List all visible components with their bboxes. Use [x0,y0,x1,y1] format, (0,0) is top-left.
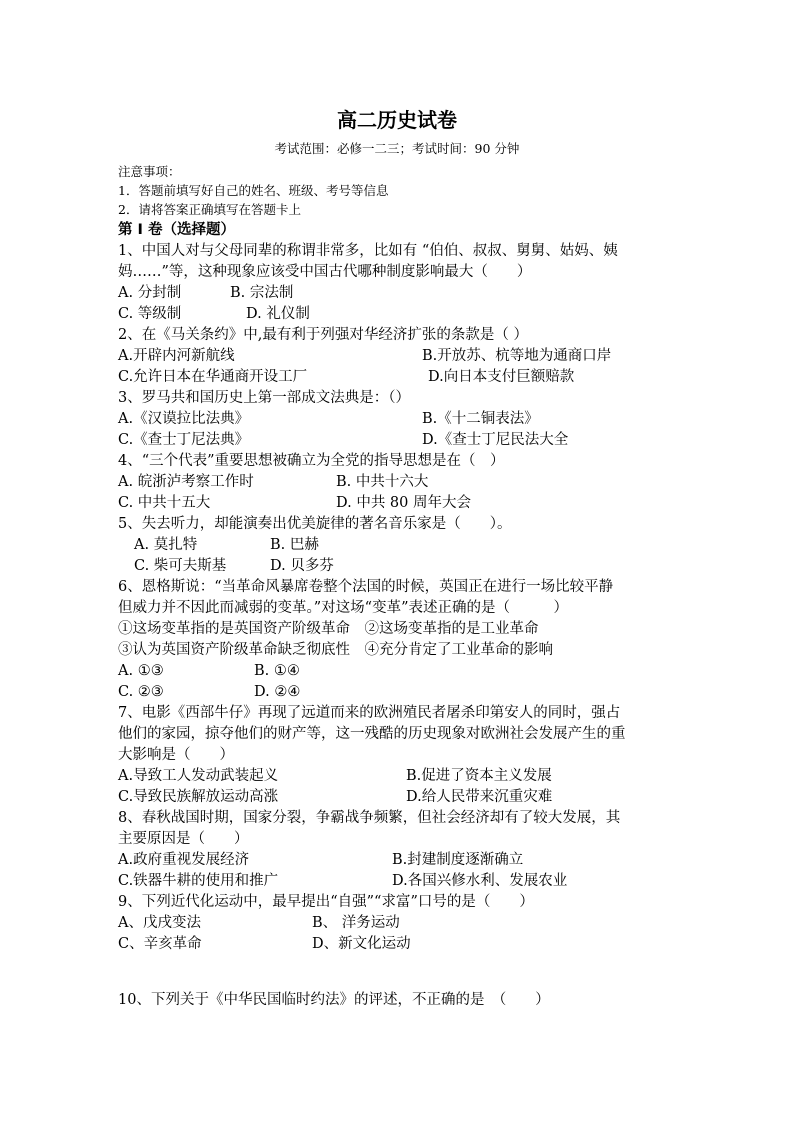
option-d: D. 贝多芬 [270,558,334,574]
question-text: 大影响是（ ） [118,747,234,763]
section-heading: 第 I 卷（选择题） [118,222,235,238]
question-text: 主要原因是（ ） [118,831,249,847]
option-c: C. 柴可夫斯基 [134,558,227,574]
question-9 [118,892,688,955]
option-c: C. 等级制 [118,306,182,322]
option-b: B. 宗法制 [230,285,294,301]
option-c: C.允许日本在华通商开设工厂 [118,369,308,385]
option-c: C.导致民族解放运动高涨 [118,789,279,805]
question-text: 4、“三个代表”重要思想被确立为全党的指导思想是在（ ） [118,453,505,469]
question-2 [118,325,688,388]
question-3 [118,388,688,451]
statement: ③认为英国资产阶级革命缺乏彻底性 ④充分肯定了工业革命的影响 [118,642,553,658]
question-text: 3、罗马共和国历史上第一部成文法典是：（） [118,390,410,406]
option-b: B.促进了资本主义发展 [406,768,552,784]
option-d: D. ②④ [254,684,301,700]
question-4 [118,451,688,514]
question-text: 8、春秋战国时期，国家分裂，争霸战争频繁，但社会经济却有了较大发展，其 [118,810,621,826]
question-text: 但威力并不因此而减弱的变革。”对这场“变革”表述正确的是（ ） [118,600,568,616]
question-text: 6、恩格斯说：“当革命风暴席卷整个法国的时候，英国正在进行一场比较平静 [118,579,614,595]
notes-heading: 注意事项： [118,164,181,179]
option-b: B.封建制度逐渐确立 [392,852,524,868]
option-b: B、 洋务运动 [312,915,400,931]
question-5 [118,514,688,577]
question-1 [118,241,688,325]
question-text: 9、下列近代化运动中，最早提出“自强”“求富”口号的是（ ） [118,894,534,910]
question-text: 1、中国人对与父母同辈的称谓非常多，比如有 “伯伯、叔叔、舅舅、姑妈、姨 [118,243,618,259]
question-7 [118,703,688,808]
question-10 [118,990,688,1011]
option-c: C.《查士丁尼法典》 [118,432,250,448]
option-b: B. ①④ [254,663,300,679]
option-c: C.铁器牛耕的使用和推广 [118,873,279,889]
option-b: B. 巴赫 [270,537,319,553]
question-text: 10、下列关于《中华民国临时约法》的评述，不正确的是 （ ） [118,992,550,1008]
option-a: A. 皖浙泸考察工作时 [118,474,254,490]
statement: ①这场变革指的是英国资产阶级革命 ②这场变革指的是工业革命 [118,621,539,637]
option-a: A.政府重视发展经济 [118,852,250,868]
option-a: A. ①③ [118,663,164,679]
note-item: 1．答题前填写好自己的姓名、班级、考号等信息 [118,183,389,198]
question-8 [118,808,688,892]
option-c: C. 中共十五大 [118,495,211,511]
option-d: D.向日本支付巨额赔款 [428,369,575,385]
page-title: 高二历史试卷 [337,108,457,132]
option-a: A.《汉谟拉比法典》 [118,411,250,427]
option-a: A. 分封制 [118,285,182,301]
option-a: A. 莫扎特 [134,537,198,553]
note-item: 2．请将答案正确填写在答题卡上 [118,202,301,217]
question-text: 妈……”等，这种现象应该受中国古代哪种制度影响最大（ ） [118,264,532,280]
option-d: D.给人民带来沉重灾难 [406,789,553,805]
question-text: 2、在《马关条约》中,最有利于列强对华经济扩张的条款是（ ） [118,327,528,343]
option-a: A.开辟内河新航线 [118,348,235,364]
question-text: 7、电影《西部牛仔》再现了远道而来的欧洲殖民者屠杀印第安人的同时，强占 [118,705,621,721]
option-d: D. 中共 80 周年大会 [336,495,471,511]
option-d: D. 礼仪制 [246,306,310,322]
question-text: 5、失去听力，却能演奏出优美旋律的著名音乐家是（ ）。 [118,516,512,532]
option-d: D.各国兴修水利、发展农业 [392,873,568,889]
option-d: D、新文化运动 [312,936,411,952]
option-b: B. 中共十六大 [336,474,429,490]
exam-scope: 考试范围：必修一二三；考试时间：90 分钟 [274,141,520,156]
option-b: B.《十二铜表法》 [422,411,539,427]
option-c: C. ②③ [118,684,164,700]
option-c: C、辛亥革命 [118,936,202,952]
option-d: D.《查士丁尼民法大全 [422,432,569,448]
notes [118,162,688,219]
question-text: 他们的家园，掠夺他们的财产等，这一残酷的历史现象对欧洲社会发展产生的重 [118,726,626,742]
question-list [118,220,688,955]
question-6 [118,577,688,703]
option-b: B.开放苏、杭等地为通商口岸 [422,348,612,364]
option-a: A、戊戌变法 [118,915,201,931]
option-a: A.导致工人发动武装起义 [118,768,279,784]
